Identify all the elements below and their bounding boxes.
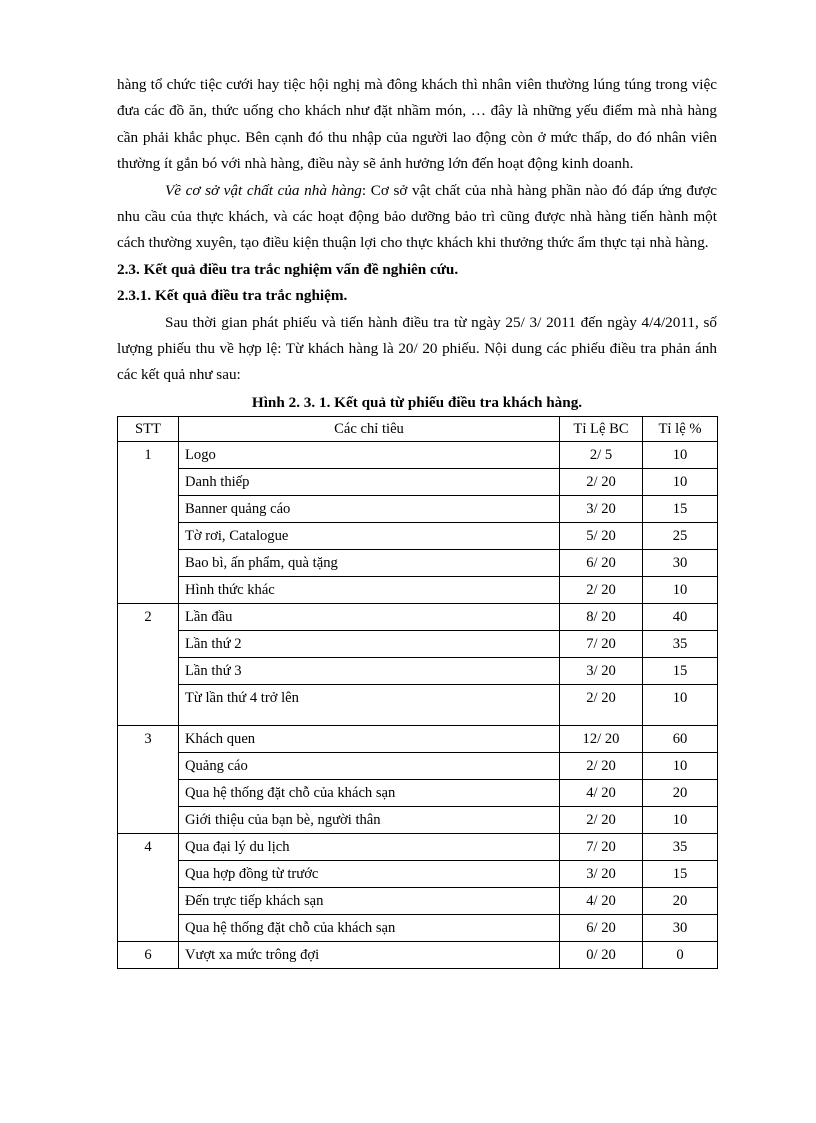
percent-cell: 15 (643, 495, 718, 522)
percent-cell: 10 (643, 576, 718, 603)
table-row (118, 941, 718, 968)
table-row (118, 806, 718, 833)
ratio-cell: 4/ 20 (560, 887, 643, 914)
criteria-cell: Qua hệ thống đặt chỗ của khách sạn (179, 914, 560, 941)
criteria-cell: Hình thức khác (179, 576, 560, 603)
header-ratio: Tỉ Lệ BC (560, 416, 643, 441)
percent-cell: 0 (643, 941, 718, 968)
ratio-cell: 7/ 20 (560, 833, 643, 860)
percent-cell: 30 (643, 549, 718, 576)
table-row (118, 887, 718, 914)
criteria-cell: Qua hệ thống đặt chỗ của khách sạn (179, 779, 560, 806)
criteria-cell: Tờ rơi, Catalogue (179, 522, 560, 549)
group-number: 6 (118, 941, 179, 968)
subsection-heading: 2.3.1. Kết quả điều tra trắc nghiệm. (117, 287, 348, 305)
table-row (118, 522, 718, 549)
percent-cell: 10 (643, 441, 718, 468)
ratio-cell: 12/ 20 (560, 725, 643, 752)
percent-cell: 40 (643, 603, 718, 630)
ratio-cell: 2/ 20 (560, 684, 643, 725)
percent-cell: 15 (643, 860, 718, 887)
ratio-cell: 7/ 20 (560, 630, 643, 657)
ratio-cell: 3/ 20 (560, 860, 643, 887)
percent-cell: 20 (643, 779, 718, 806)
table-caption: Hình 2. 3. 1. Kết quả từ phiếu điều tra khách hàng. (251, 393, 583, 411)
ratio-cell: 6/ 20 (560, 549, 643, 576)
group-number: 4 (118, 833, 179, 941)
table-header-row (118, 416, 718, 441)
criteria-cell: Bao bì, ấn phẩm, quà tặng (179, 549, 560, 576)
criteria-cell: Đến trực tiếp khách sạn (179, 887, 560, 914)
percent-cell: 60 (643, 725, 718, 752)
table-row (118, 833, 718, 860)
criteria-cell: Quảng cáo (179, 752, 560, 779)
ratio-cell: 2/ 20 (560, 576, 643, 603)
ratio-cell: 3/ 20 (560, 495, 643, 522)
table-row (118, 549, 718, 576)
percent-cell: 35 (643, 833, 718, 860)
ratio-cell: 4/ 20 (560, 779, 643, 806)
header-percent: Tỉ lệ % (643, 416, 718, 441)
percent-cell: 10 (643, 806, 718, 833)
table-row (118, 576, 718, 603)
header-stt: STT (118, 416, 179, 441)
criteria-cell: Lần thứ 2 (179, 630, 560, 657)
criteria-cell: Qua hợp đồng từ trước (179, 860, 560, 887)
percent-cell: 10 (643, 468, 718, 495)
header-criteria: Các chỉ tiêu (179, 416, 560, 441)
group-number: 3 (118, 725, 179, 833)
table-row (118, 752, 718, 779)
criteria-cell: Vượt xa mức trông đợi (179, 941, 560, 968)
table-row (118, 779, 718, 806)
table-row (118, 468, 718, 495)
table-row (118, 441, 718, 468)
ratio-cell: 2/ 20 (560, 468, 643, 495)
table-row (118, 495, 718, 522)
criteria-cell: Lần đầu (179, 603, 560, 630)
ratio-cell: 5/ 20 (560, 522, 643, 549)
ratio-cell: 8/ 20 (560, 603, 643, 630)
percent-cell: 30 (643, 914, 718, 941)
percent-cell: 10 (643, 684, 718, 725)
ratio-cell: 0/ 20 (560, 941, 643, 968)
criteria-cell: Khách quen (179, 725, 560, 752)
ratio-cell: 2/ 20 (560, 752, 643, 779)
criteria-cell: Danh thiếp (179, 468, 560, 495)
ratio-cell: 6/ 20 (560, 914, 643, 941)
group-number: 2 (118, 603, 179, 725)
criteria-cell: Logo (179, 441, 560, 468)
group-number: 1 (118, 441, 179, 603)
criteria-cell: Banner quảng cáo (179, 495, 560, 522)
percent-cell: 10 (643, 752, 718, 779)
criteria-cell: Lần thứ 3 (179, 657, 560, 684)
paragraph-survey: Sau thời gian phát phiếu và tiến hành điều tra từ ngày 25/ 3/ 2011 đến ngày 4/4/2011, số lượng phiếu thu về hợp lệ: Từ khách hàng là 20/ 20 phiếu. Nội dung các phiếu điều tra phản ánh các kết quả như sau: (117, 313, 717, 384)
ratio-cell: 2/ 5 (560, 441, 643, 468)
table-row (118, 725, 718, 752)
table-row (118, 603, 718, 630)
criteria-cell: Từ lần thứ 4 trở lên (179, 684, 560, 725)
percent-cell: 35 (643, 630, 718, 657)
table-row (118, 860, 718, 887)
paragraph-staff: hàng tổ chức tiệc cưới hay tiệc hội nghị mà đông khách thì nhân viên thường lúng túng trong việc đưa các đồ ăn, thức uống cho khách như đặt nhầm món, … đây là những yếu điểm mà nhà hàng cần phải khắc phục. Bên cạnh đó thu nhập của người lao động còn ở mức thấp, do đó nhân viên thường ít gắn bó với nhà hàng, điều này sẽ ảnh hưởng lớn đến hoạt động kinh doanh. (117, 76, 717, 173)
table-row (118, 684, 718, 725)
percent-cell: 20 (643, 887, 718, 914)
percent-cell: 25 (643, 522, 718, 549)
percent-cell: 15 (643, 657, 718, 684)
criteria-cell: Qua đại lý du lịch (179, 833, 560, 860)
section-heading: 2.3. Kết quả điều tra trắc nghiệm vấn đề nghiên cứu. (117, 260, 459, 278)
ratio-cell: 3/ 20 (560, 657, 643, 684)
paragraph-facilities (117, 178, 717, 257)
table-row (118, 630, 718, 657)
table-row (118, 914, 718, 941)
survey-results-table (117, 416, 718, 969)
criteria-cell: Giới thiệu của bạn bè, người thân (179, 806, 560, 833)
ratio-cell: 2/ 20 (560, 806, 643, 833)
table-row (118, 657, 718, 684)
facilities-lead: Về cơ sở vật chất của nhà hàng (165, 181, 362, 199)
document-page (117, 72, 717, 969)
facilities-body: : Cơ sở vật chất của nhà hàng phần nào đó đáp ứng được nhu cầu của thực khách, và các hoạt động bảo dưỡng bảo trì cũng được nhà hàng tiến hành một cách thường xuyên, tạo điều kiện thuận lợi cho thực khách khi thưởng thức ẩm thực tại nhà hàng. (117, 181, 718, 252)
